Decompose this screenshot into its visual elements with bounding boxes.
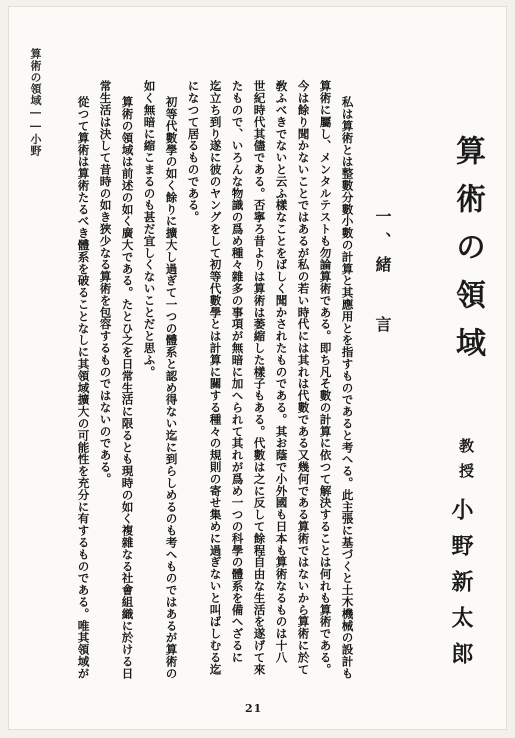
body-line-9: 初等代數學の如く餘りに擴大し過ぎて一つの體系と認め得ない迄に到らしめるのも考へものではあるが算術の [164, 96, 179, 680]
page-number: 21 [245, 702, 263, 715]
running-head: 算術の領域――小野 [29, 48, 42, 157]
author-role: 教授 [457, 438, 475, 488]
body-line-7: 迄立ち到り遂に彼のヤングをして初等代數學とは計算に關する種々の規則の寄せ集めに過ぎないと叫ばしむる迄 [208, 80, 223, 675]
body-line-3: 今は餘り聞かないことではあるが私の若い時代には其れは代數である又幾何である算術ではないから算術に於て [296, 80, 311, 675]
body-line-12: 常生活は決して昔時の如き狹少なる算術を包容するものではないのである。 [98, 80, 113, 485]
body-line-8: になつて居るものである。 [186, 80, 201, 223]
body-line-13: 從つて算術は算術たるべき體系を破ることなしに其領域擴大の可能性を充分に有するものである。唯其領域が [76, 96, 91, 680]
body-line-6: たもので、いろんな物識の爲め種々雜多の事項が無暗に加へられて其れが爲め一つの科學の體系を備へざるに [230, 80, 245, 664]
section-heading-tail: 言 [373, 316, 392, 340]
author-name: 小野新太郎 [448, 498, 474, 678]
body-line-10: 如く無暗に縮こまるのも甚だ宜しくないことだと思ふ。 [142, 80, 157, 378]
body-line-5: 世紀時代其儘である。否寧ろ昔よりは算術は萎縮した樣子もある。代數は之に反して餘程自由な生活を遂げて來 [252, 80, 267, 675]
article-title: 算術の領域 [450, 135, 485, 375]
section-heading [374, 208, 390, 340]
body-line-1: 私は算術とは整數分數小數の計算と其應用とを指すものであると考へる。此主張に基づくと土木機械の設計も [340, 96, 355, 680]
section-heading-number: 一、緒 [373, 208, 392, 280]
body-line-4: 敎ふべきでないと云ふ樣なことをばしく聞かされたものである。其お蔭で小外國も日本も算術なるものは十八 [274, 80, 289, 664]
body-line-2: 算術に屬し、メンタルテストも勿論算術である。即ち凡そ數の計算に依つて解決することは何れも算術である。 [318, 80, 333, 675]
body-line-11: 算術の領域は前述の如く廣大である。たとひ之を日常生活に限るとも現時の如く複雜なる社會組織に於ける日 [120, 96, 135, 680]
